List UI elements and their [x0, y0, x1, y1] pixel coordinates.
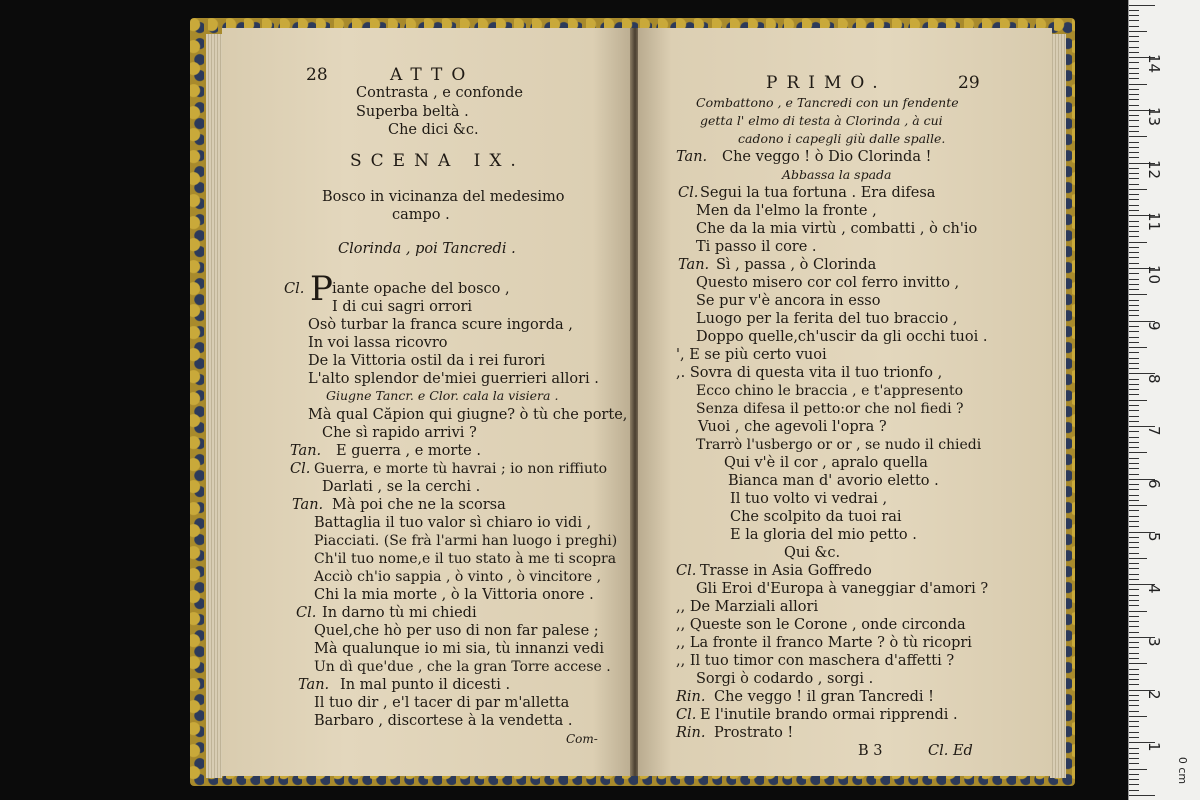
ruler-tick: [1129, 126, 1139, 127]
ruler-tick: [1129, 595, 1139, 596]
ruler-tick: [1129, 611, 1147, 612]
ruler-tick: [1129, 173, 1139, 174]
text-line: Luogo per la ferita del tuo braccio ,: [696, 311, 958, 327]
ruler-tick: [1129, 474, 1139, 475]
ruler-tick: [1129, 131, 1139, 132]
ruler-tick: [1129, 537, 1139, 538]
ruler-tick: [1129, 136, 1147, 137]
ruler-tick: [1129, 405, 1139, 406]
ruler-tick: [1129, 526, 1139, 527]
ruler-tick: [1129, 421, 1139, 422]
ruler-tick: [1129, 394, 1139, 395]
ruler-tick: [1129, 247, 1139, 248]
text-line: Contrasta , e confonde: [356, 85, 523, 101]
ruler-tick: [1129, 579, 1139, 580]
ruler-tick: [1129, 669, 1139, 670]
text-line: Qui v'è il cor , apralo quella: [724, 455, 928, 471]
text-line: I di cui sagri orrori: [332, 299, 473, 315]
ruler-tick: [1129, 168, 1139, 169]
running-head: PRIMO.: [766, 73, 887, 93]
text-line: Un dì que'due , che la gran Torre accese .: [314, 659, 611, 675]
text-line: Che veggo ! ò Dio Clorinda !: [722, 149, 932, 165]
ruler-tick: [1129, 674, 1139, 675]
ruler-tick: [1129, 642, 1139, 643]
text-line: ,, La fronte il franco Marte ? ò tù ricopri: [676, 635, 972, 651]
ruler-unit: 0 cm: [1176, 756, 1190, 785]
ruler-tick: [1129, 431, 1139, 432]
ruler-tick: [1129, 505, 1147, 506]
catchword: Com-: [566, 732, 598, 746]
ruler-number: 4: [1145, 584, 1163, 594]
drop-cap: P: [310, 269, 333, 309]
ruler-tick: [1129, 178, 1139, 179]
speaker-label: Rin.: [676, 689, 706, 705]
stage-direction: cadono i capegli giù dalle spalle.: [738, 131, 946, 146]
text-line: Acciò ch'io sappia , ò vinto , ò vincitore ,: [314, 569, 602, 585]
ruler-tick: [1129, 279, 1139, 280]
ruler-tick: [1129, 558, 1147, 559]
speaker-label: Tan.: [298, 677, 330, 693]
text-line: Chi la mia morte , ò la Vittoria onore .: [314, 587, 594, 603]
text-line: In voi lassa ricovro: [308, 335, 448, 351]
ruler-tick: [1129, 62, 1139, 63]
ruler-tick: [1129, 115, 1139, 116]
ruler-tick: [1129, 621, 1139, 622]
page-edges-left: [206, 34, 222, 778]
text-line: Men da l'elmo la fronte ,: [696, 203, 877, 219]
ruler-number: 8: [1145, 374, 1163, 384]
stage-direction: Abbassa la spada: [782, 167, 892, 182]
ruler-tick: [1129, 257, 1139, 258]
ruler-tick: [1129, 632, 1139, 633]
ruler-tick: [1129, 684, 1139, 685]
ruler-tick: [1129, 305, 1139, 306]
text-line: Il tuo dir , e'l tacer di par m'alletta: [314, 695, 570, 711]
ruler-tick: [1129, 484, 1139, 485]
speaker-label: Cl.: [290, 461, 311, 477]
text-line: Che sì rapido arrivi ?: [322, 425, 477, 441]
ruler-number: 11: [1145, 212, 1163, 232]
text-line: E guerra , e morte .: [336, 443, 481, 459]
ruler-tick: [1129, 468, 1139, 469]
ruler-tick: [1129, 716, 1147, 717]
ruler-tick: [1129, 616, 1139, 617]
ruler-tick: [1129, 99, 1139, 100]
page-edges-right: [1050, 34, 1066, 778]
text-line: Trasse in Asia Goffredo: [700, 563, 872, 579]
ruler-tick: [1129, 226, 1139, 227]
ruler-tick: [1129, 384, 1139, 385]
stage-direction: Combattono , e Tancredi con un fendente: [696, 95, 959, 110]
stage-direction: campo .: [392, 207, 450, 223]
ruler-tick: [1129, 489, 1139, 490]
left-page: [222, 28, 634, 776]
text-line: Battaglia il tuo valor sì chiaro io vidi ,: [314, 515, 592, 531]
ruler-tick: [1129, 379, 1139, 380]
text-line: Ti passo il core .: [696, 239, 817, 255]
ruler-tick: [1129, 368, 1139, 369]
ruler-tick: [1129, 500, 1139, 501]
ruler-tick: [1129, 252, 1139, 253]
text-line: Il tuo volto vi vedrai ,: [730, 491, 888, 507]
ruler-tick: [1129, 41, 1139, 42]
stage-direction: Clorinda , poi Tancredi .: [338, 241, 516, 257]
ruler-tick: [1129, 700, 1139, 701]
ruler-tick: [1129, 442, 1139, 443]
ruler-tick: [1129, 10, 1139, 11]
ruler-tick: [1129, 790, 1139, 791]
text-line: iante opache del bosco ,: [332, 281, 510, 297]
ruler-tick: [1129, 52, 1139, 53]
text-line: Mà poi che ne la scorsa: [332, 497, 506, 513]
ruler-tick: [1129, 89, 1139, 90]
ruler-tick: [1129, 20, 1139, 21]
ruler-tick: [1129, 458, 1139, 459]
ruler-tick: [1129, 337, 1139, 338]
ruler-number: 14: [1145, 54, 1163, 74]
text-line: L'alto splendor de'miei guerrieri allori .: [308, 371, 599, 387]
ruler-tick: [1129, 284, 1139, 285]
ruler-tick: [1129, 347, 1147, 348]
text-line: Ecco chino le braccia , e t'appresento: [696, 383, 964, 399]
stage-direction: Bosco in vicinanza del medesimo: [322, 189, 565, 205]
signature-mark: B 3: [858, 743, 883, 759]
text-line: ,. Sovra di questa vita il tuo trionfo ,: [676, 365, 943, 381]
ruler-tick: [1129, 753, 1139, 754]
text-line: Qui &c.: [784, 545, 841, 561]
ruler-tick: [1129, 779, 1139, 780]
text-line: Trarrò l'usbergo or or , se nudo il chiedi: [696, 437, 982, 453]
ruler-tick: [1129, 31, 1147, 32]
ruler-tick: [1129, 358, 1139, 359]
text-line: Guerra, e morte tù havrai ; io non riffiuto: [314, 461, 608, 477]
ruler-tick: [1129, 605, 1139, 606]
text-line: De la Vittoria ostil da i rei furori: [308, 353, 546, 369]
text-line: Piacciati. (Se frà l'armi han luogo i preghi): [314, 533, 618, 549]
ruler-tick: [1129, 105, 1139, 106]
ruler-tick: [1129, 663, 1147, 664]
ruler-tick: [1129, 795, 1155, 796]
ruler-tick: [1129, 726, 1139, 727]
ruler-number: 2: [1145, 690, 1163, 700]
ruler-tick: [1129, 705, 1139, 706]
text-line: Superba beltà .: [356, 104, 469, 120]
speaker-label: Rin.: [676, 725, 706, 741]
ruler-tick: [1129, 452, 1147, 453]
text-line: Segui la tua fortuna . Era difesa: [700, 185, 936, 201]
ruler-tick: [1129, 711, 1139, 712]
ruler-tick: [1129, 732, 1139, 733]
text-line: Darlati , se la cerchi .: [322, 479, 481, 495]
text-line: ,, De Marziali allori: [676, 599, 819, 615]
text-line: E l'inutile brando ormai ripprendi .: [700, 707, 958, 723]
text-line: Mà qual Căpion qui giugne? ò tù che porte,: [308, 407, 628, 423]
ruler-tick: [1129, 463, 1139, 464]
ruler-tick: [1129, 263, 1139, 264]
ruler-tick: [1129, 221, 1139, 222]
ruler-tick: [1129, 510, 1139, 511]
text-line: In mal punto il dicesti .: [340, 677, 511, 693]
speaker-label: Tan.: [290, 443, 322, 459]
ruler-tick: [1129, 352, 1139, 353]
speaker-label: Cl.: [284, 281, 305, 297]
ruler-tick: [1129, 447, 1139, 448]
text-line: Gli Eroi d'Europa à vaneggiar d'amori ?: [696, 581, 989, 597]
ruler-tick: [1129, 653, 1139, 654]
ruler-tick: [1129, 521, 1139, 522]
scene-heading: SCENA IX.: [350, 151, 525, 171]
ruler-tick: [1129, 547, 1139, 548]
text-line: Questo misero cor col ferro invitto ,: [696, 275, 960, 291]
text-line: Che scolpito da tuoi rai: [730, 509, 902, 525]
page-number: 29: [958, 73, 980, 93]
ruler-tick: [1129, 589, 1139, 590]
ruler-tick: [1129, 273, 1139, 274]
ruler-tick: [1129, 231, 1139, 232]
text-line: Quel,che hò per uso di non far palese ;: [314, 623, 599, 639]
ruler-tick: [1129, 600, 1139, 601]
ruler-tick: [1129, 199, 1139, 200]
ruler-tick: [1129, 647, 1139, 648]
ruler-tick: [1129, 120, 1139, 121]
ruler-tick: [1129, 294, 1147, 295]
ruler-tick: [1129, 679, 1139, 680]
ruler-tick: [1129, 68, 1139, 69]
ruler-tick: [1129, 157, 1139, 158]
ruler-tick: [1129, 142, 1139, 143]
stage-direction: getta l' elmo di testa à Clorinda , à cui: [700, 113, 943, 128]
catchword: Cl. Ed: [928, 743, 973, 759]
ruler-tick: [1129, 437, 1139, 438]
ruler-tick: [1129, 410, 1139, 411]
ruler-tick: [1129, 84, 1147, 85]
ruler-number: 3: [1145, 637, 1163, 647]
ruler-tick: [1129, 363, 1139, 364]
ruler-tick: [1129, 5, 1155, 6]
text-line: Barbaro , discortese à la vendetta .: [314, 713, 573, 729]
ruler-number: 5: [1145, 532, 1163, 542]
ruler-number: 9: [1145, 321, 1163, 331]
text-line: Sorgi ò codardo , sorgi .: [696, 671, 874, 687]
ruler-number: 13: [1145, 107, 1163, 127]
ruler-tick: [1129, 189, 1147, 190]
ruler-tick: [1129, 236, 1139, 237]
ruler-tick: [1129, 310, 1139, 311]
ruler-number: 1: [1145, 742, 1163, 752]
ruler-tick: [1129, 416, 1139, 417]
ruler-tick: [1129, 210, 1139, 211]
ruler-tick: [1129, 737, 1139, 738]
text-line: Senza difesa il petto:or che nol fiedi ?: [696, 401, 964, 417]
ruler-number: 6: [1145, 479, 1163, 489]
ruler-tick: [1129, 242, 1147, 243]
stage-direction: Giugne Tancr. e Clor. cala la visiera .: [326, 388, 559, 403]
text-line: ,, Queste son le Corone , onde circonda: [676, 617, 966, 633]
ruler-tick: [1129, 300, 1139, 301]
speaker-label: Cl.: [296, 605, 317, 621]
ruler-tick: [1129, 769, 1147, 770]
text-line: Osò turbar la franca scure ingorda ,: [308, 317, 573, 333]
ruler-tick: [1129, 400, 1147, 401]
ruler-tick: [1129, 721, 1139, 722]
right-page: [638, 28, 1052, 776]
ruler-tick: [1129, 748, 1139, 749]
ruler-tick: [1129, 774, 1139, 775]
text-line: Che dici &c.: [388, 122, 479, 138]
text-line: In darno tù mi chiedi: [322, 605, 477, 621]
ruler-number: 10: [1145, 265, 1163, 285]
ruler-tick: [1129, 658, 1139, 659]
ruler-tick: [1129, 695, 1139, 696]
ruler-tick: [1129, 184, 1139, 185]
ruler-tick: [1129, 568, 1139, 569]
ruler-tick: [1129, 15, 1139, 16]
text-line: Che veggo ! il gran Tancredi !: [714, 689, 934, 705]
ruler-tick: [1129, 784, 1139, 785]
speaker-label: Tan.: [678, 257, 710, 273]
ruler-tick: [1129, 36, 1139, 37]
speaker-label: Cl.: [678, 185, 699, 201]
ruler-tick: [1129, 194, 1139, 195]
text-line: ,, Il tuo timor con maschera d'affetti ?: [676, 653, 955, 669]
text-line: Sì , passa , ò Clorinda: [716, 257, 877, 273]
ruler-tick: [1129, 289, 1139, 290]
ruler-tick: [1129, 758, 1139, 759]
ruler-tick: [1129, 205, 1139, 206]
ruler-tick: [1129, 73, 1139, 74]
ruler-tick: [1129, 326, 1139, 327]
ruler-number: 12: [1145, 160, 1163, 180]
ruler-tick: [1129, 152, 1139, 153]
text-line: ', E se più certo vuoi: [676, 347, 827, 363]
ruler-tick: [1129, 26, 1139, 27]
measurement-ruler: [1128, 0, 1200, 800]
ruler-tick: [1129, 542, 1139, 543]
ruler-tick: [1129, 763, 1139, 764]
text-line: Vuoi , che agevoli l'opra ?: [698, 419, 887, 435]
text-line: Prostrato !: [714, 725, 794, 741]
running-head: ATTO: [390, 65, 475, 85]
text-line: Ch'il tuo nome,e il tuo stato à me ti scopra: [314, 551, 617, 567]
ruler-tick: [1129, 495, 1139, 496]
ruler-tick: [1129, 516, 1139, 517]
text-line: Che da la mia virtù , combatti , ò ch'io: [696, 221, 978, 237]
speaker-label: Tan.: [676, 149, 708, 165]
ruler-tick: [1129, 94, 1139, 95]
ruler-tick: [1129, 626, 1139, 627]
ruler-tick: [1129, 47, 1139, 48]
ruler-tick: [1129, 315, 1139, 316]
ruler-tick: [1129, 331, 1139, 332]
speaker-label: Tan.: [292, 497, 324, 513]
speaker-label: Cl.: [676, 707, 697, 723]
text-line: E la gloria del mio petto .: [730, 527, 917, 543]
speaker-label: Cl.: [676, 563, 697, 579]
ruler-tick: [1129, 342, 1139, 343]
page-number: 28: [306, 65, 328, 85]
text-line: Doppo quelle,ch'uscir da gli occhi tuoi .: [696, 329, 988, 345]
ruler-tick: [1129, 574, 1139, 575]
ruler-tick: [1129, 563, 1139, 564]
ruler-tick: [1129, 389, 1139, 390]
text-line: Bianca man d' avorio eletto .: [728, 473, 939, 489]
ruler-tick: [1129, 147, 1139, 148]
text-line: Mà qualunque io mi sia, tù innanzi vedi: [314, 641, 605, 657]
ruler-tick: [1129, 78, 1139, 79]
ruler-tick: [1129, 553, 1139, 554]
text-line: Se pur v'è ancora in esso: [696, 293, 881, 309]
ruler-number: 7: [1145, 426, 1163, 436]
